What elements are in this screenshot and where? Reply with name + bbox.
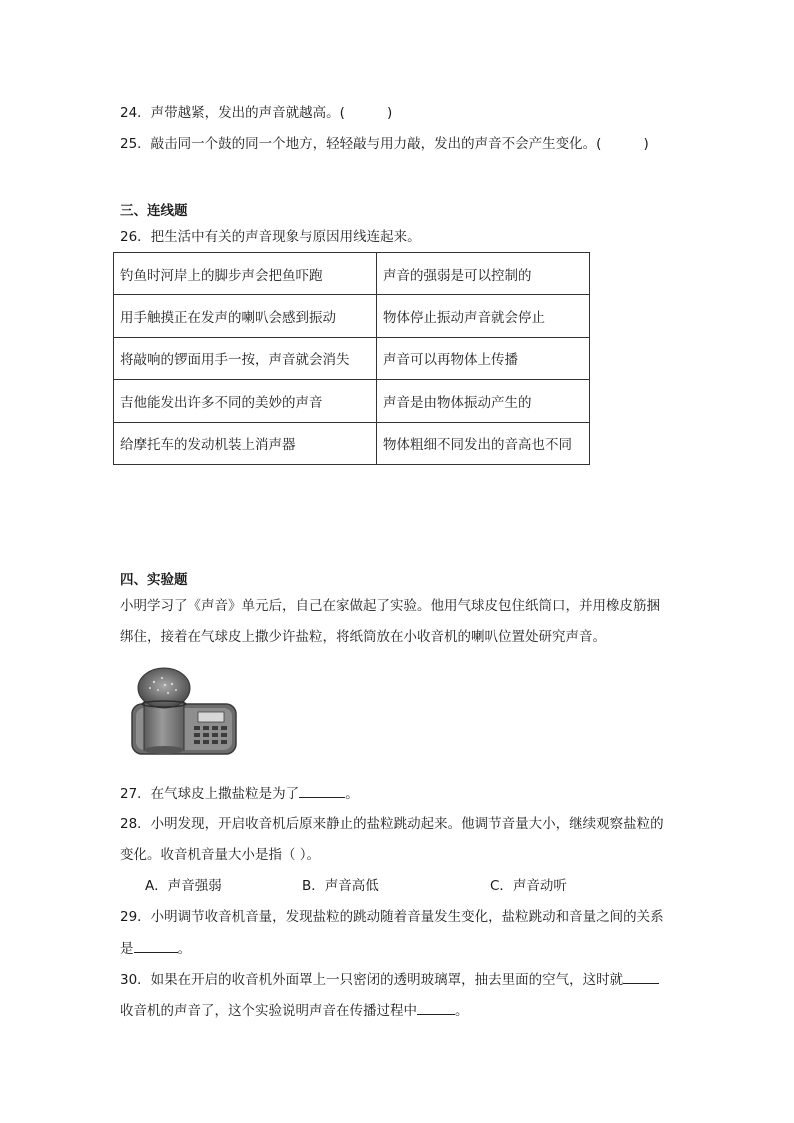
question-25-text: 25．敲击同一个鼓的同一个地方，轻轻敲与用力敲，发出的声音不会产生变化。( xyxy=(120,136,602,152)
phenomenon-cell: 给摩托车的发动机装上消声器 xyxy=(114,422,377,464)
phenomenon-cell: 用手触摸正在发声的喇叭会感到振动 xyxy=(114,295,377,337)
option-a[interactable]: A．声音强弱 xyxy=(145,878,222,894)
reason-cell: 声音的强弱是可以控制的 xyxy=(377,253,590,295)
answer-blank[interactable] xyxy=(134,938,178,953)
question-25-close: ) xyxy=(643,136,649,152)
question-27 xyxy=(120,783,359,804)
question-26: 26．把生活中有关的声音现象与原因用线连起来。 xyxy=(120,229,421,245)
matching-table xyxy=(113,252,590,465)
question-27-end: 。 xyxy=(345,786,359,802)
question-29-text: 是 xyxy=(120,941,134,957)
question-24-close: ) xyxy=(386,105,393,121)
reason-cell: 声音可以再物体上传播 xyxy=(377,337,590,379)
question-30-end: 。 xyxy=(455,1003,469,1019)
answer-blank[interactable] xyxy=(299,783,345,798)
table-row xyxy=(114,295,590,337)
question-29-end: 。 xyxy=(177,941,191,957)
table-row xyxy=(114,253,590,295)
question-30-text-2: 收音机的声音了，这个实验说明声音在传播过程中 xyxy=(120,1003,417,1019)
question-30-line-2 xyxy=(120,1000,469,1021)
question-28-line-2: 变化。收音机音量大小是指（ ）。 xyxy=(120,847,321,863)
question-24 xyxy=(120,103,392,123)
answer-blank[interactable] xyxy=(623,969,659,984)
question-29-line-1: 29．小明调节收音机音量，发现盐粒的跳动随着音量发生变化，盐粒跳动和音量之间的关系 xyxy=(120,909,664,925)
experiment-photo xyxy=(128,666,240,762)
answer-blank[interactable] xyxy=(417,1000,455,1015)
table-row xyxy=(114,380,590,422)
section-4-title: 四、实验题 xyxy=(120,572,188,588)
question-29-line-2 xyxy=(120,938,191,959)
table-row xyxy=(114,337,590,379)
experiment-intro-line-2: 绑住，接着在气球皮上撒少许盐粒，将纸筒放在小收音机的喇叭位置处研究声音。 xyxy=(120,629,606,645)
reason-cell: 物体停止振动声音就会停止 xyxy=(377,295,590,337)
option-b[interactable]: B．声音高低 xyxy=(302,878,379,894)
table-row xyxy=(114,422,590,464)
question-30-text: 30．如果在开启的收音机外面罩上一只密闭的透明玻璃罩，抽去里面的空气，这时就 xyxy=(120,972,624,988)
option-c[interactable]: C．声音动听 xyxy=(490,878,567,894)
reason-cell: 声音是由物体振动产生的 xyxy=(377,380,590,422)
phenomenon-cell: 钓鱼时河岸上的脚步声会把鱼吓跑 xyxy=(114,253,377,295)
question-24-text: 24．声带越紧，发出的声音就越高。( xyxy=(120,105,345,121)
question-28-line-1: 28．小明发现，开启收音机后原来静止的盐粒跳动起来。他调节音量大小，继续观察盐粒的 xyxy=(120,816,664,832)
reason-cell: 物体粗细不同发出的音高也不同 xyxy=(377,422,590,464)
phenomenon-cell: 吉他能发出许多不同的美妙的声音 xyxy=(114,380,377,422)
question-27-text: 27．在气球皮上撒盐粒是为了 xyxy=(120,786,300,802)
question-30-line-1 xyxy=(120,969,659,990)
question-25 xyxy=(120,134,649,154)
experiment-intro-line-1: 小明学习了《声音》单元后，自己在家做起了实验。他用气球皮包住纸筒口，并用橡皮筋捆 xyxy=(120,598,660,614)
section-3-title: 三、连线题 xyxy=(120,203,188,219)
phenomenon-cell: 将敲响的锣面用手一按，声音就会消失 xyxy=(114,337,377,379)
